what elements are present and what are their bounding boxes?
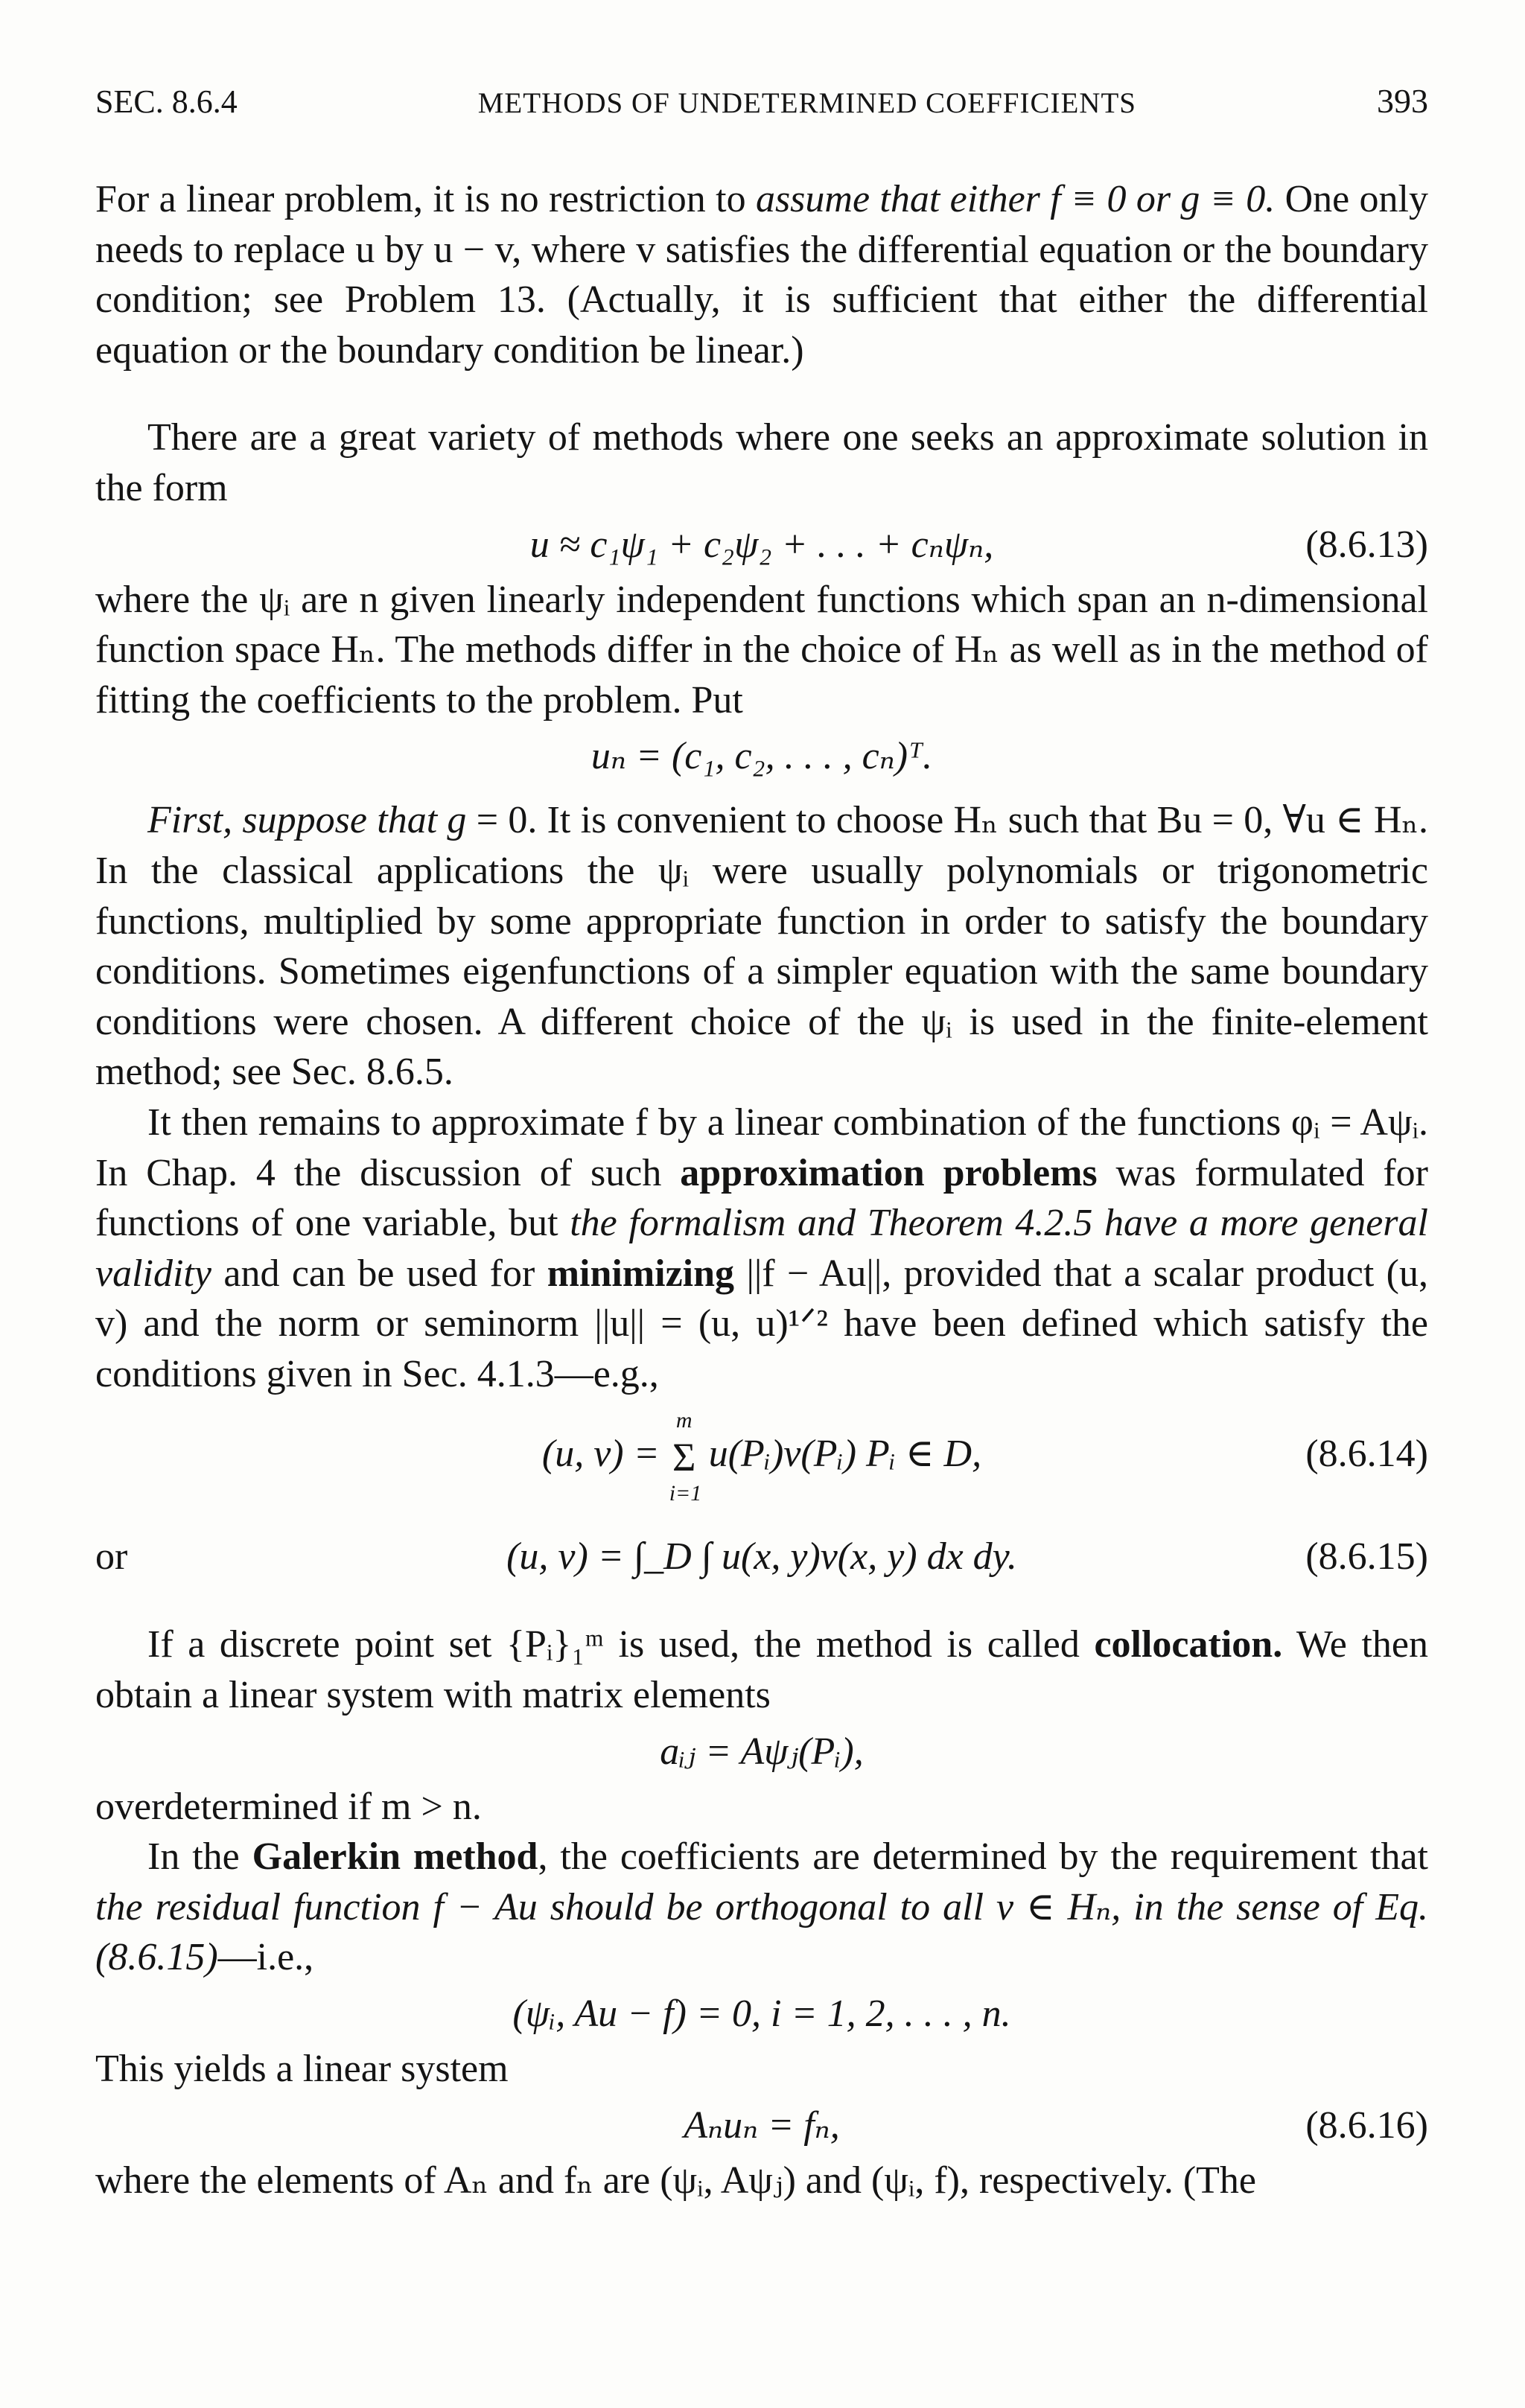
section-reference: SEC. 8.6.4 — [95, 83, 238, 120]
sum-upper-limit: m — [675, 1408, 693, 1433]
equation-un-definition — [95, 731, 1428, 780]
paragraph-approximation — [95, 1098, 1428, 1400]
equation-8-6-14 — [95, 1405, 1428, 1506]
text-run: and can be used for — [211, 1252, 547, 1295]
emphasis-text: the formalism and Theorem 4.2.5 have a more general validity — [95, 1202, 1428, 1295]
text-run: ||f − Au||, provided that a scalar product (u, v) and the norm or seminorm ||u|| = (u, u)¹ᐟ² have been defined which satisfy the conditions given in Sec. 4.1.3—e.g., — [95, 1252, 1428, 1395]
equation-formula: Aₙuₙ = fₙ, — [684, 2103, 840, 2147]
text-run: It then remains to approximate f by a linear combination of the functions φᵢ = Aψᵢ. In Chap. 4 the discussion of such — [95, 1101, 1428, 1194]
paragraph-matrix-elements: where the elements of Aₙ and fₙ are (ψᵢ, Aψⱼ) and (ψᵢ, f), respectively. (The — [95, 2159, 1256, 2202]
book-page — [95, 79, 1428, 2205]
text-run: One only needs to replace u by u − v, where v satisfies the differential equation or the boundary condition; see Problem 13. (Actually, it is sufficient that either the differential equation or the boundary condition be linear.) — [95, 178, 1428, 372]
paragraph-function-space: where the ψᵢ are n given linearly independent functions which span an n-dimensional function space Hₙ. The methods differ in the choice of Hₙ as well as in the method of fitting the coefficients to the problem. Put — [95, 578, 1428, 722]
text-run: , the coefficients are determined by the requirement that — [538, 1835, 1428, 1879]
equation-number: (8.6.16) — [1305, 2103, 1428, 2147]
paragraph-linear-problem — [95, 174, 1428, 375]
bold-term: collocation. — [1094, 1623, 1283, 1666]
paragraph-collocation — [95, 1619, 1428, 1720]
paragraph-methods-intro: There are a great variety of methods where one seeks an approximate solution in the form — [95, 416, 1428, 509]
equation-8-6-15 — [95, 1508, 1428, 1605]
bold-term: minimizing — [547, 1252, 735, 1295]
equation-formula: (ψᵢ, Au − f) = 0, i = 1, 2, . . . , n. — [512, 1993, 1011, 2036]
equation-lhs: (u, v) = — [541, 1433, 669, 1476]
sum-lower-limit: i=1 — [669, 1480, 702, 1506]
emphasis-text: assume that either f ≡ 0 or g ≡ 0. — [755, 178, 1276, 220]
paragraph-galerkin — [95, 1832, 1428, 1983]
equation-aij — [95, 1727, 1428, 1776]
equation-8-6-13 — [95, 520, 1428, 569]
text-run: was formulated for functions of one variable, but — [95, 1151, 1428, 1245]
text-run: For a linear problem, it is no restriction to — [95, 178, 756, 220]
equation-formula: aᵢⱼ = Aψⱼ(Pᵢ), — [660, 1730, 864, 1773]
sigma-glyph: Σ — [672, 1435, 696, 1480]
text-run: We then obtain a linear system with matrix elements — [95, 1623, 1428, 1717]
text-run: = 0. It is convenient to choose Hₙ such that Bu = 0, ∀u ∈ Hₙ. In the classical applications the ψᵢ were usually polynomials or trigonometric functions, multiplied by some appropriate function in order to satisfy the boundary conditions. Sometimes eigenfunctions of a simpler equation with the same boundary conditions were chosen. A different choice of the ψᵢ is used in the finite-element method; see Sec. 8.6.5. — [95, 799, 1429, 1094]
equation-formula: (u, v) = ∫_D ∫ u(x, y)v(x, y) dx dy. — [506, 1535, 1017, 1579]
running-head — [95, 79, 1428, 131]
equation-8-6-16 — [95, 2100, 1428, 2150]
equation-formula — [95, 1408, 1428, 1506]
equation-number: (8.6.15) — [1305, 1535, 1428, 1579]
paragraph-first-suppose — [95, 795, 1428, 1098]
emphasis-text: the residual function f − Au should be orthogonal to all v ∈ Hₙ, in the sense of Eq. (8.6.15) — [95, 1885, 1428, 1979]
bold-term: Galerkin method — [252, 1835, 538, 1879]
equation-formula: u ≈ c₁ψ₁ + c₂ψ₂ + . . . + cₙψₙ, — [529, 523, 994, 566]
equation-formula: uₙ = (c₁, c₂, . . . , cₙ)ᵀ. — [590, 735, 933, 778]
paragraph-linear-system: This yields a linear system — [95, 2048, 509, 2091]
page-number: 393 — [1376, 82, 1428, 120]
equation-number: (8.6.13) — [1305, 523, 1428, 566]
text-run: —i.e., — [217, 1936, 314, 1979]
equation-galerkin-condition — [95, 1989, 1428, 2038]
summation-symbol — [669, 1408, 702, 1506]
emphasis-text: First, suppose that g — [147, 799, 467, 842]
equation-rhs: u(Pᵢ)v(Pᵢ) Pᵢ ∈ D, — [698, 1433, 982, 1476]
equation-number: (8.6.14) — [1305, 1433, 1428, 1476]
bold-term: approximation problems — [680, 1151, 1098, 1194]
equation-prefix: or — [95, 1535, 128, 1579]
text-run: In the — [147, 1835, 252, 1879]
running-title: METHODS OF UNDETERMINED COEFFICIENTS — [477, 87, 1136, 119]
paragraph-overdetermined: overdetermined if m > n. — [95, 1785, 482, 1828]
text-run: If a discrete point set {Pᵢ}₁ᵐ is used, the method is called — [147, 1623, 1095, 1666]
